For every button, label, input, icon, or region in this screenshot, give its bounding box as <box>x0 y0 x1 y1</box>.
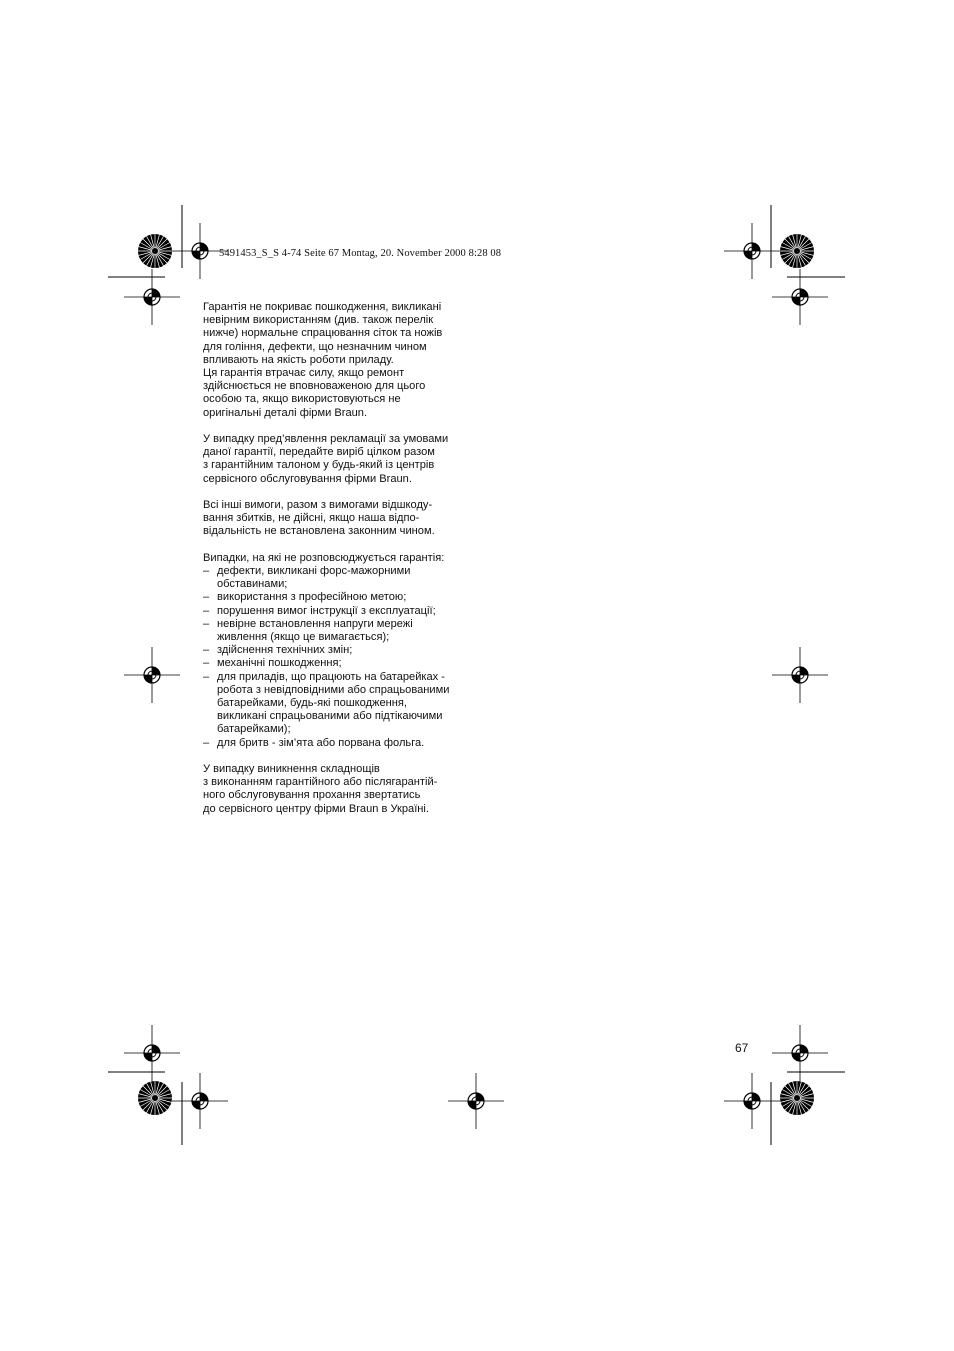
text-line: батарейками); <box>217 723 291 736</box>
paragraph-claims <box>203 433 503 486</box>
bullet-dash: – <box>203 604 210 617</box>
text-line: для приладів, що працюють на батарейках - <box>217 670 446 683</box>
bullet-dash: – <box>203 644 210 657</box>
registration-mark-icon <box>724 1073 780 1129</box>
text-line: вання збитків, не дійсні, якщо наша відпо- <box>203 512 420 525</box>
text-line: живлення (якщо це вимагається); <box>217 631 390 644</box>
text-line: механічні пошкодження; <box>217 657 342 670</box>
list-intro: Випадки, на які не розповсюджується гарантія: <box>203 551 445 564</box>
text-line: батарейками, будь-які пошкодження, <box>217 697 407 710</box>
bullet-dash: – <box>203 565 210 578</box>
registration-mark-icon <box>448 1073 504 1129</box>
text-line: даної гарантії, передайте виріб цілком разом <box>203 446 435 459</box>
text-line: Гарантія не покриває пошкодження, викликані <box>203 301 442 313</box>
text-line: дефекти, викликані форс-мажорними <box>217 565 411 578</box>
exclusions-list <box>203 565 503 750</box>
text-line: здійснення технічних змін; <box>217 644 353 657</box>
list-item <box>203 618 503 644</box>
registration-mark-icon <box>124 647 180 703</box>
paragraph-service-center <box>203 763 503 816</box>
list-item <box>203 737 503 750</box>
star-target-icon <box>138 234 172 268</box>
star-target-icon <box>138 1081 172 1115</box>
text-line: особою та, якщо використовуються не <box>203 393 401 406</box>
list-item <box>203 565 503 591</box>
text-line: сервісного обслуговування фірми Braun. <box>203 472 412 485</box>
page-number: 67 <box>735 1041 749 1055</box>
list-item <box>203 644 503 657</box>
list-item <box>203 591 503 604</box>
text-line: здійснюється не вповноваженою для цього <box>203 380 426 393</box>
bullet-dash: – <box>203 617 210 630</box>
text-line: до сервісного центру фірми Braun в Україні. <box>203 802 429 815</box>
warranty-text <box>203 301 503 829</box>
text-line: порушення вимог інструкції з експлуатації; <box>217 604 436 617</box>
text-line: ного обслуговування прохання звертатись <box>203 789 421 802</box>
text-line: впливають на якість роботи приладу. <box>203 353 394 366</box>
paragraph-warranty-exclusions <box>203 301 503 420</box>
text-line: робота з невідповідними або спрацьованими <box>217 683 450 696</box>
text-line: невірним використанням (див. також перелік <box>203 314 434 327</box>
registration-mark-icon <box>724 223 780 279</box>
text-line: обставинами; <box>217 578 288 591</box>
registration-mark-icon <box>124 1025 180 1081</box>
text-line: невірне встановлення напруги мережі <box>217 617 413 630</box>
registration-mark-icon <box>772 1025 828 1081</box>
text-line: Всі інші вимоги, разом з вимогами відшкоду- <box>203 499 433 512</box>
text-line: У випадку пред’явлення рекламації за умовами <box>203 433 449 446</box>
registration-mark-icon <box>772 647 828 703</box>
text-line: Ця гарантія втрачає силу, якщо ремонт <box>203 367 405 380</box>
text-line: викликані спрацьованими або підтікаючими <box>217 710 443 723</box>
text-line: для гоління, дефекти, що незначним чином <box>203 340 427 353</box>
registration-mark-icon <box>172 1073 228 1129</box>
star-target-icon <box>780 1081 814 1115</box>
list-item <box>203 605 503 618</box>
bullet-dash: – <box>203 670 210 683</box>
text-line: оригінальні деталі фірми Braun. <box>203 406 368 419</box>
bullet-dash: – <box>203 591 210 604</box>
text-line: з виконанням гарантійного або післягарантій- <box>203 776 438 789</box>
text-line: У випадку виникнення складнощів <box>203 763 380 776</box>
bullet-dash: – <box>203 736 210 749</box>
text-line: з гарантійним талоном у будь-який із центрів <box>203 459 435 472</box>
list-item <box>203 657 503 670</box>
text-line: нижче) нормальне спрацювання сіток та ножів <box>203 327 443 340</box>
text-line: відальність не встановлена законним чином. <box>203 525 435 538</box>
text-line: для бритв - зім’ята або порвана фольга. <box>217 736 425 749</box>
list-item <box>203 671 503 737</box>
paragraph-other-claims <box>203 499 503 539</box>
text-line: використання з професійною метою; <box>217 591 407 604</box>
bullet-dash: – <box>203 657 210 670</box>
star-target-icon <box>780 234 814 268</box>
print-slug: 5491453_S_S 4-74 Seite 67 Montag, 20. November 2000 8:28 08 <box>219 248 502 259</box>
